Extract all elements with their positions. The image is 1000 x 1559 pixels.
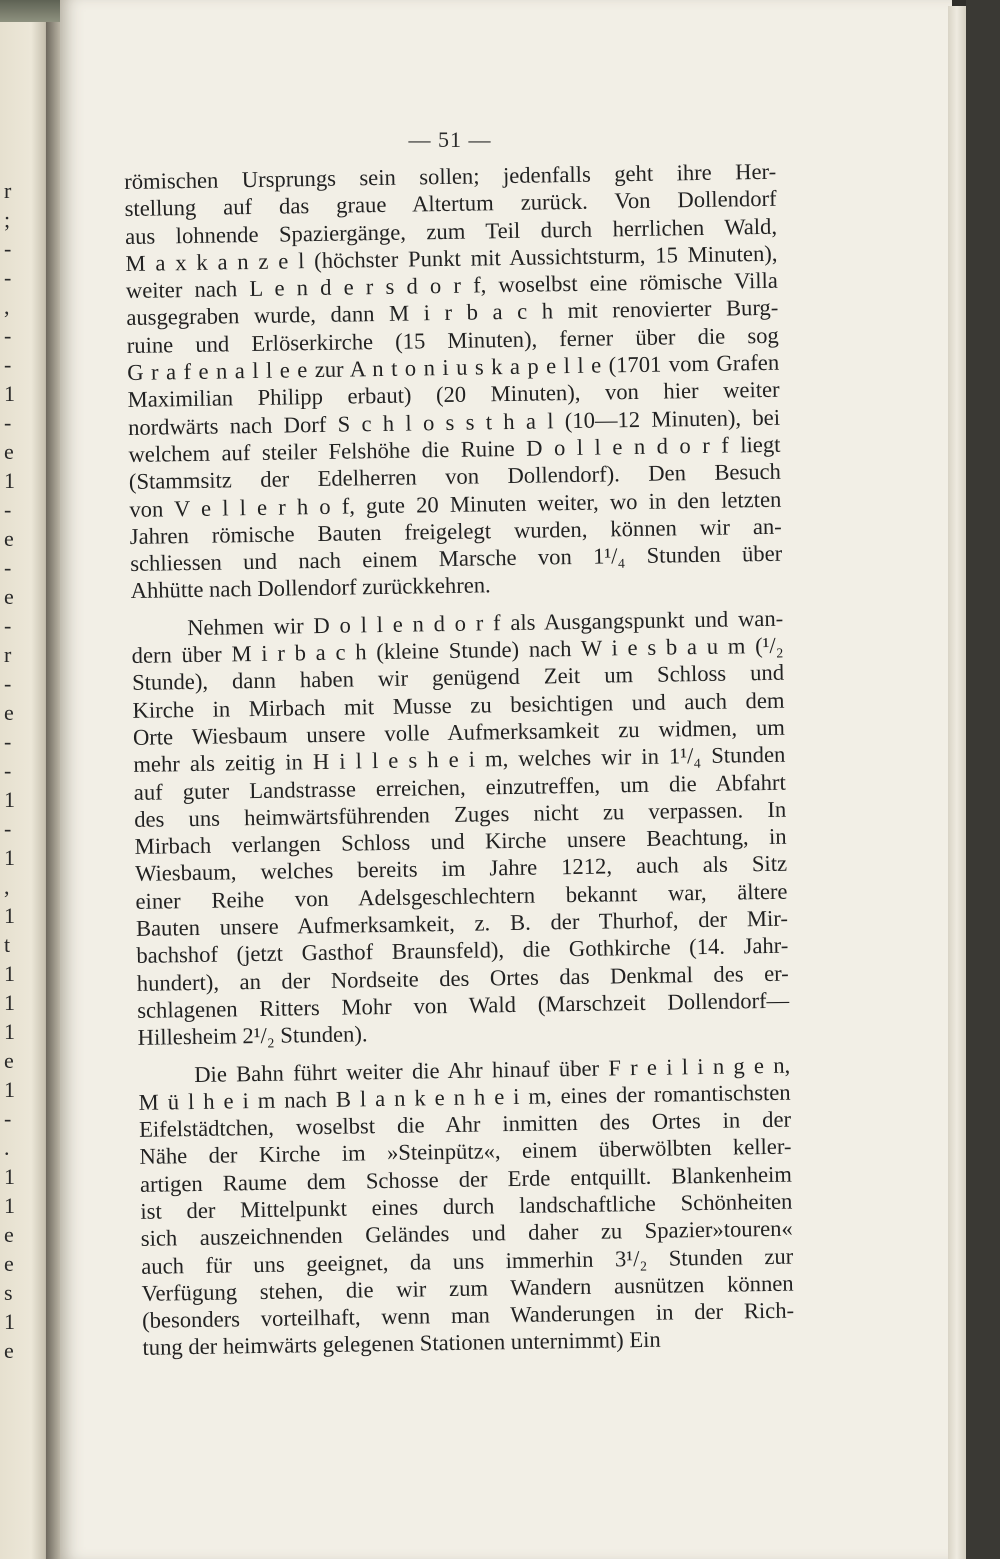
margin-char: 1 [4,1193,15,1218]
paragraph [138,1051,795,1361]
text-line: nordwärts nach Dorf S c h l o s s t h a l (10—12 Minuten), bei [127,404,781,440]
margin-char: - [4,410,12,435]
margin-char: - [4,352,12,377]
margin-char: - [4,323,12,348]
text-line: römischen Ursprungs sein sollen; jedenfalls geht ihre Her- [124,158,777,194]
text-line: Ahhütte nach Dollendorf zurückkehren. [130,572,491,604]
text-line: tung der heimwärts gelegenen Stationen unternimmt) Ein [142,1327,661,1361]
margin-char: s [4,1280,13,1305]
text-line: Mirbach verlangen Schloss und Kirche unsere Beachtung, in [134,823,787,860]
text-line: hundert), an der Nordseite des Ortes das Denkmal des er- [136,960,789,996]
text-line: Eifelstädtchen, woselbst die Ahr inmitten des Ortes in der [138,1106,792,1142]
margin-char: e [4,1338,14,1363]
margin-char: 1 [4,381,15,406]
margin-char: , [4,294,10,319]
margin-char: 1 [4,903,15,928]
margin-char: - [4,613,12,638]
margin-char: e [4,700,14,725]
text-line: artigen Raume dem Schosse der Erde entquillt. Blankenheim [139,1161,793,1197]
margin-char: e [4,1251,14,1276]
margin-char: e [4,1048,14,1073]
text-line: dern über M i r b a c h (kleine Stunde) nach W i e s b a u m (¹/₂ [131,632,784,668]
text-line: auf guter Landstrasse erreichen, einzutreffen, um die Abfahrt [133,769,786,805]
text-line: Nehmen wir D o l l e n d o r f als Ausgangspunkt und wan- [187,605,784,640]
text-line: stellung auf das graue Altertum zurück. Von Dollendorf [124,186,777,222]
text-line: aus lohnende Spaziergänge, zum Teil durch herrlichen Wald, [124,213,778,249]
text-line: G r a f e n a l l e e zur A n t o n i u s k a p e l l e (1701 vom Grafen [127,349,780,386]
margin-char: e [4,1222,14,1247]
text-line: Die Bahn führt weiter die Ahr hinauf über F r e i l i n g e n, [194,1052,791,1087]
margin-char: 1 [4,961,15,986]
text-line: auch für uns geeignet, da uns immerhin 3¹/₂ Stunden zur [141,1243,794,1279]
scan-background-edge [966,0,1000,1559]
text-line: M ü l h e i m nach B l a n k e n h e i m, eines der romantischsten [138,1079,791,1115]
text-line: Kirche in Mirbach mit Musse zu besichtigen und auch dem [132,687,785,723]
text-line: Stunde), dann haben wir genügend Zeit um Schloss und [131,660,785,696]
margin-char: - [4,555,12,580]
text-line: M a x k a n z e l (höchster Punkt mit Aussichtsturm, 15 Minuten), [125,240,778,276]
text-line: einer Reihe von Adelsgeschlechtern bekannt war, ältere [135,878,788,914]
paragraph [131,604,790,1051]
text-line: ist der Mittelpunkt eines durch landschaftliche Schönheiten [140,1188,793,1224]
body-text [124,158,795,1362]
paragraph [124,158,783,605]
margin-char: 1 [4,990,15,1015]
margin-char: 1 [4,1164,15,1189]
margin-char: e [4,439,14,464]
text-line: von V e l l e r h o f, gute 20 Minuten weiter, wo in den letzten [129,486,782,522]
margin-char: - [4,729,12,754]
margin-char: 1 [4,1077,15,1102]
text-line: ausgegraben wurde, dann M i r b a c h mit renovierter Burg- [126,295,779,331]
text-line: ruine und Erlöserkirche (15 Minuten), ferner über die sog [126,322,779,358]
margin-char: r [4,178,12,203]
text-line: Nähe der Kirche im »Steinpütz«, einem überwölbten keller- [139,1134,792,1170]
margin-char: 1 [4,1019,15,1044]
text-line: weiter nach L e n d e r s d o r f, woselbst eine römische Villa [125,267,779,304]
text-line: (Stammsitz der Edelherren von Dollendorf). Den Besuch [128,458,782,495]
text-line: Hillesheim 2¹/₂ Stunden). [137,1021,368,1051]
text-line: Verfügung stehen, die wir zum Wandern ausnützen können [141,1270,794,1306]
text-line: Bauten unsere Aufmerksamkeit, z. B. der Thurhof, der Mir- [135,905,789,941]
margin-char: ; [4,207,11,232]
left-page-margin-characters [0,0,24,1559]
text-line: Wiesbaum, welches bereits im Jahre 1212, auch als Sitz [134,851,788,887]
text-line: welchem auf steiler Felshöhe die Ruine D o l l e n d o r f liegt [128,431,781,467]
text-line: sich auszeichnenden Geländes und daher zu Spazier»touren« [140,1215,793,1252]
margin-char: 1 [4,787,15,812]
text-line: Maximilian Philipp erbaut) (20 Minuten), von hier weiter [127,377,780,413]
margin-char: - [4,816,12,841]
margin-char: , [4,874,10,899]
margin-char: t [4,932,11,957]
margin-char: - [4,758,12,783]
text-line: Jahren römische Bauten freigelegt wurden, können wir an- [129,513,782,549]
text-line: bachshof (jetzt Gasthof Braunsfeld), die Gothkirche (14. Jahr- [136,932,789,969]
text-line: schliessen und nach einem Marsche von 1¹/₄ Stunden über [130,540,783,577]
margin-char: - [4,497,12,522]
margin-char: 1 [4,845,15,870]
text-line: (besonders vorteilhaft, wenn man Wanderungen in der Rich- [141,1297,795,1334]
margin-char: 1 [4,1309,15,1334]
margin-char: - [4,265,12,290]
margin-char: - [4,1106,12,1131]
margin-char: e [4,584,14,609]
text-line: schlagenen Ritters Mohr von Wald (Marschzeit Dollendorf— [137,987,790,1023]
text-line: des uns heimwärtsführenden Zuges nicht zu verpassen. In [134,796,787,832]
page-number: — 51 — [408,127,492,152]
text-line: Orte Wiesbaum unsere volle Aufmerksamkeit zu widmen, um [132,714,786,750]
margin-char: - [4,236,12,261]
margin-char: - [4,671,12,696]
margin-char: . [4,1135,10,1160]
margin-char: e [4,526,14,551]
margin-char: r [4,642,12,667]
text-line: mehr als zeitig in H i l l e s h e i m, welches wir in 1¹/₄ Stunden [133,741,786,778]
margin-char: 1 [4,468,15,493]
